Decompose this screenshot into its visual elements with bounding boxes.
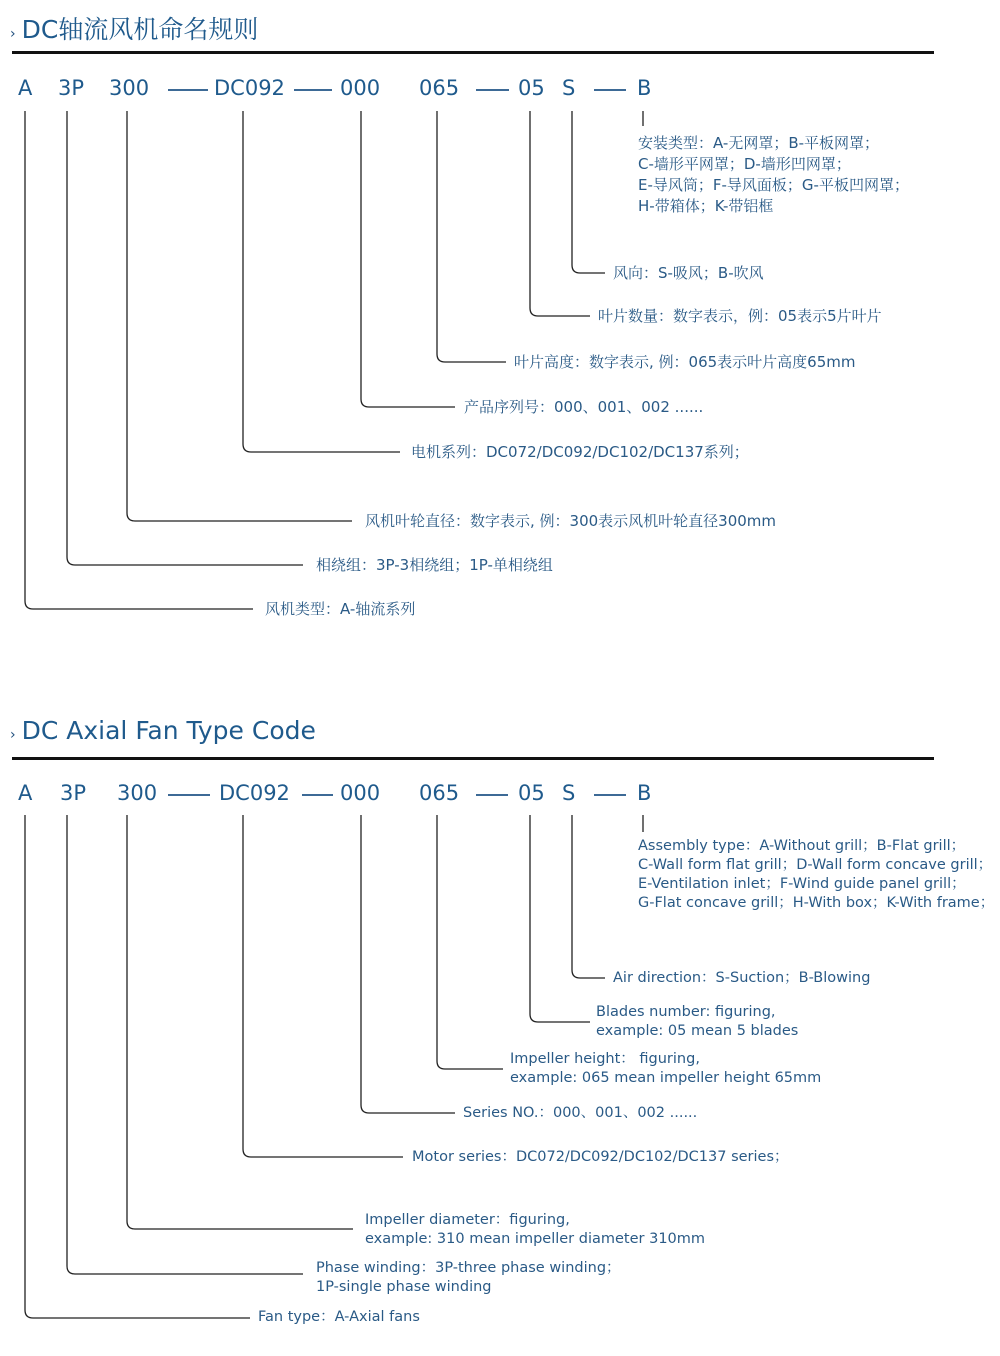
cn-code-height: 065 bbox=[419, 76, 460, 100]
en-desc-motor bbox=[412, 1148, 789, 1167]
desc-line: G-Flat concave grill；H-With box；K-With frame； bbox=[638, 895, 995, 911]
desc-line: 相绕组：3P-3相绕组；1P-单相绕组 bbox=[316, 556, 553, 574]
desc-line: Phase winding：3P-three phase winding； bbox=[316, 1260, 621, 1276]
cn-code-series: 000 bbox=[340, 76, 381, 100]
desc-line: Assembly type：A-Without grill；B-Flat grill； bbox=[638, 838, 966, 854]
desc-line: Blades number: figuring, bbox=[596, 1004, 776, 1020]
en-leader-blades bbox=[530, 815, 590, 1022]
en-title-text: DC Axial Fan Type Code bbox=[21, 716, 316, 745]
cn-title-text: DC轴流风机命名规则 bbox=[21, 15, 259, 44]
desc-line: 风机叶轮直径：数字表示, 例：300表示风机叶轮直径300mm bbox=[365, 512, 777, 530]
desc-line: 叶片数量：数字表示，例：05表示5片叶片 bbox=[598, 307, 882, 325]
cn-code-phase: 3P bbox=[58, 76, 85, 100]
cn-code-air: S bbox=[562, 76, 576, 100]
en-desc-height bbox=[510, 1050, 821, 1088]
cn-code-diameter: 300 bbox=[109, 76, 150, 100]
en-leader-air bbox=[572, 815, 605, 978]
desc-line: example: 310 mean impeller diameter 310mm bbox=[365, 1231, 706, 1247]
desc-line: 产品序列号：000、001、002 ...... bbox=[464, 398, 704, 416]
cn-code-fantype: A bbox=[18, 76, 33, 100]
chevron-right-icon: › bbox=[10, 727, 16, 743]
en-code-diameter: 300 bbox=[117, 781, 158, 805]
en-leader-phase bbox=[67, 815, 303, 1274]
en-code-blades: 05 bbox=[518, 781, 545, 805]
cn-code-blades: 05 bbox=[518, 76, 545, 100]
cn-code-motor: DC092 bbox=[214, 76, 285, 100]
en-code-motor: DC092 bbox=[219, 781, 290, 805]
en-leader-diameter bbox=[127, 815, 353, 1229]
en-code-height: 065 bbox=[419, 781, 460, 805]
desc-line: Impeller diameter：figuring, bbox=[365, 1212, 570, 1228]
desc-line: 电机系列：DC072/DC092/DC102/DC137系列； bbox=[411, 443, 749, 461]
en-desc-fantype bbox=[258, 1308, 420, 1327]
desc-line: C-Wall form flat grill；D-Wall form concave grill； bbox=[638, 857, 993, 873]
en-code-series: 000 bbox=[340, 781, 381, 805]
en-desc-air bbox=[613, 969, 870, 988]
en-leader-motor bbox=[243, 815, 403, 1157]
en-code-phase: 3P bbox=[60, 781, 87, 805]
desc-line: C-墙形平网罩；D-墙形凹网罩； bbox=[638, 155, 851, 173]
desc-line: Air direction：S-Suction；B-Blowing bbox=[613, 970, 871, 986]
desc-line: example: 065 mean impeller height 65mm bbox=[510, 1070, 822, 1086]
desc-line: 风机类型：A-轴流系列 bbox=[265, 600, 416, 618]
desc-line: Impeller height： figuring, bbox=[510, 1051, 700, 1067]
en-leader-height bbox=[437, 815, 503, 1069]
desc-line: 叶片高度：数字表示, 例：065表示叶片高度65mm bbox=[514, 353, 856, 371]
desc-line: E-导风筒；F-导风面板；G-平板凹网罩； bbox=[638, 176, 909, 194]
desc-line: example: 05 mean 5 blades bbox=[596, 1023, 799, 1039]
en-code-fantype: A bbox=[18, 781, 33, 805]
en-desc-series bbox=[463, 1104, 697, 1123]
desc-line: E-Ventilation inlet；F-Wind guide panel grill； bbox=[638, 876, 966, 892]
desc-line: Motor series：DC072/DC092/DC102/DC137 series； bbox=[412, 1149, 789, 1165]
desc-line: H-带箱体；K-带铝框 bbox=[638, 197, 774, 215]
en-code-assembly: B bbox=[637, 781, 652, 805]
en-desc-diameter bbox=[365, 1211, 705, 1249]
en-leader-fantype bbox=[25, 815, 250, 1318]
en-code-air: S bbox=[562, 781, 576, 805]
cn-code-assembly: B bbox=[637, 76, 652, 100]
desc-line: Fan type：A-Axial fans bbox=[258, 1309, 420, 1325]
chevron-right-icon: › bbox=[10, 26, 16, 42]
desc-line: 安装类型：A-无网罩；B-平板网罩； bbox=[638, 134, 880, 152]
en-desc-phase bbox=[316, 1259, 621, 1297]
desc-line: Series NO.：000、001、002 ...... bbox=[463, 1105, 698, 1121]
en-desc-blades bbox=[596, 1003, 798, 1041]
desc-line: 风向：S-吸风；B-吹风 bbox=[613, 264, 764, 282]
desc-line: 1P-single phase winding bbox=[316, 1279, 492, 1295]
en-desc-assembly bbox=[638, 837, 994, 913]
